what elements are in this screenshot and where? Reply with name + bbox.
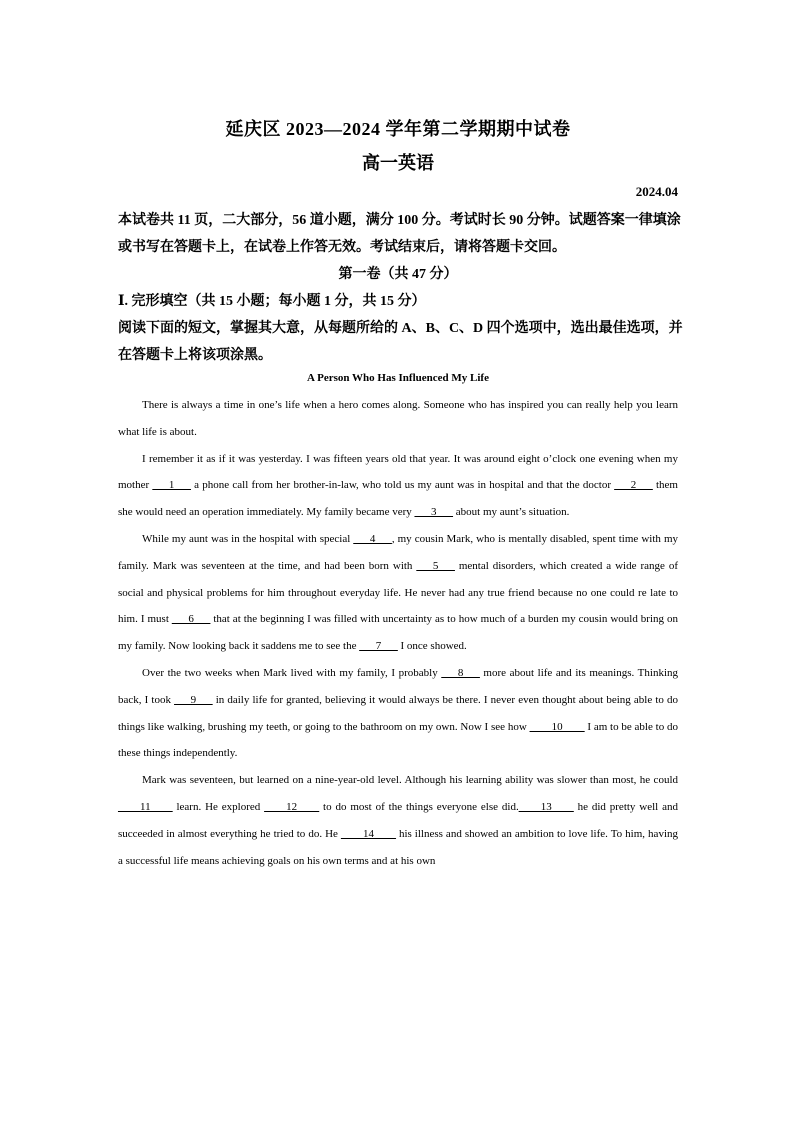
paragraph-text: learn. He explored [172,800,265,813]
exam-subject: 高一英语 [362,153,434,173]
paragraph-1 [118,392,678,446]
paragraph-text: Over the two weeks when Mark lived with my family, I probably [142,666,442,679]
blank-8: ___8___ [441,666,480,679]
paragraph-text: I remember it as if it was yesterday. I was fifteen years old that year. It was around eight o’clock one evening when my mother [118,452,678,492]
paragraph-4 [118,660,678,767]
paragraph-text: There is always a time in one’s life when a hero comes along. Someone who has inspired you can really help you learn what life is about. [118,399,678,438]
blank-2: ___2___ [614,479,653,492]
blank-4: ___4___ [353,532,392,545]
paragraph-text: his illness and showed an ambition to love life. To him, having a successful life means achieving goals on his own terms and at his own [118,827,678,867]
paragraph-text: , my cousin Mark, who is mentally disabled, spent time with my family. Mark was seventeen at the time, and had been born with [118,532,678,572]
paragraph-text: that at the beginning I was filled with uncertainty as to how much of a burden my cousin would bring on my family. Now looking back it saddens me to see the [118,613,678,653]
blank-6: ___6___ [171,613,211,626]
blank-1: ___1___ [152,479,191,492]
instructions-line-1: 本试卷共 11 页，二大部分，56 道小题，满分 100 分。考试时长 90 分钟。试题答案一律填涂 [118,213,681,228]
blank-11: ____11____ [118,800,173,813]
blank-5: ___5___ [416,559,455,572]
paragraph-text: mental disorders, which created a wide range of social and physical problems for him throughout everyday life. He never had any true friend because no one could re late to him. I must [118,559,678,626]
paragraph-3 [118,526,678,660]
blank-9: ___9___ [174,693,213,706]
paragraph-text: them she would need an operation immediately. My family became very [118,479,678,519]
paragraph-text: in daily life for granted, believing it would always be there. I never even thought about being able to do things like walking, brushing my teeth, or going to the bathroom on my own. Now I see how [118,693,679,733]
paragraph-text: about my aunt’s situation. [453,506,570,519]
exam-date: 2024.04 [635,184,678,199]
instructions-line-2: 或书写在答题卡上，在试卷上作答无效。考试结束后，请将答题卡交回。 [118,240,566,255]
section-title: Ⅰ. 完形填空（共 15 小题；每小题 1 分，共 15 分） [118,294,426,309]
paragraph-5 [118,767,678,874]
paragraph-text: While my aunt was in the hospital with special [142,532,354,545]
paragraph-text: I once showed. [397,640,467,653]
exam-title: 延庆区 2023—2024 学年第二学期期中试卷 [225,119,571,139]
passage-body [118,392,678,874]
paragraph-text: Mark was seventeen, but learned on a nine-year-old level. Although his learning ability was slower than most, he could [142,774,678,787]
blank-12: ____12____ [264,800,320,813]
paragraph-text: I am to be able to do these things independently. [118,720,678,760]
blank-10: ____10____ [529,720,585,733]
blank-7: ___7___ [359,640,398,653]
paragraph-text: he did pretty well and succeeded in almost everything he tried to do. He [118,800,678,840]
directions-line-2: 在答题卡上将该项涂黑。 [118,348,272,363]
paragraph-text: more about life and its meanings. Thinking back, I took [118,666,678,706]
blank-3: ___3___ [414,506,453,519]
paragraph-2 [118,446,678,526]
directions-line-1: 阅读下面的短文，掌握其大意，从每题所给的 A、B、C、D 四个选项中，选出最佳选项，并 [118,321,683,336]
paragraph-text: a phone call from her brother-in-law, who told us my aunt was in hospital and that the doctor [190,479,615,492]
paragraph-text: to do most of the things everyone else did. [319,800,519,813]
part-title: 第一卷（共 47 分） [338,267,458,282]
blank-13: ____13____ [518,800,574,813]
passage-title: A Person Who Has Influenced My Life [307,372,489,384]
blank-14: ____14____ [340,827,396,840]
